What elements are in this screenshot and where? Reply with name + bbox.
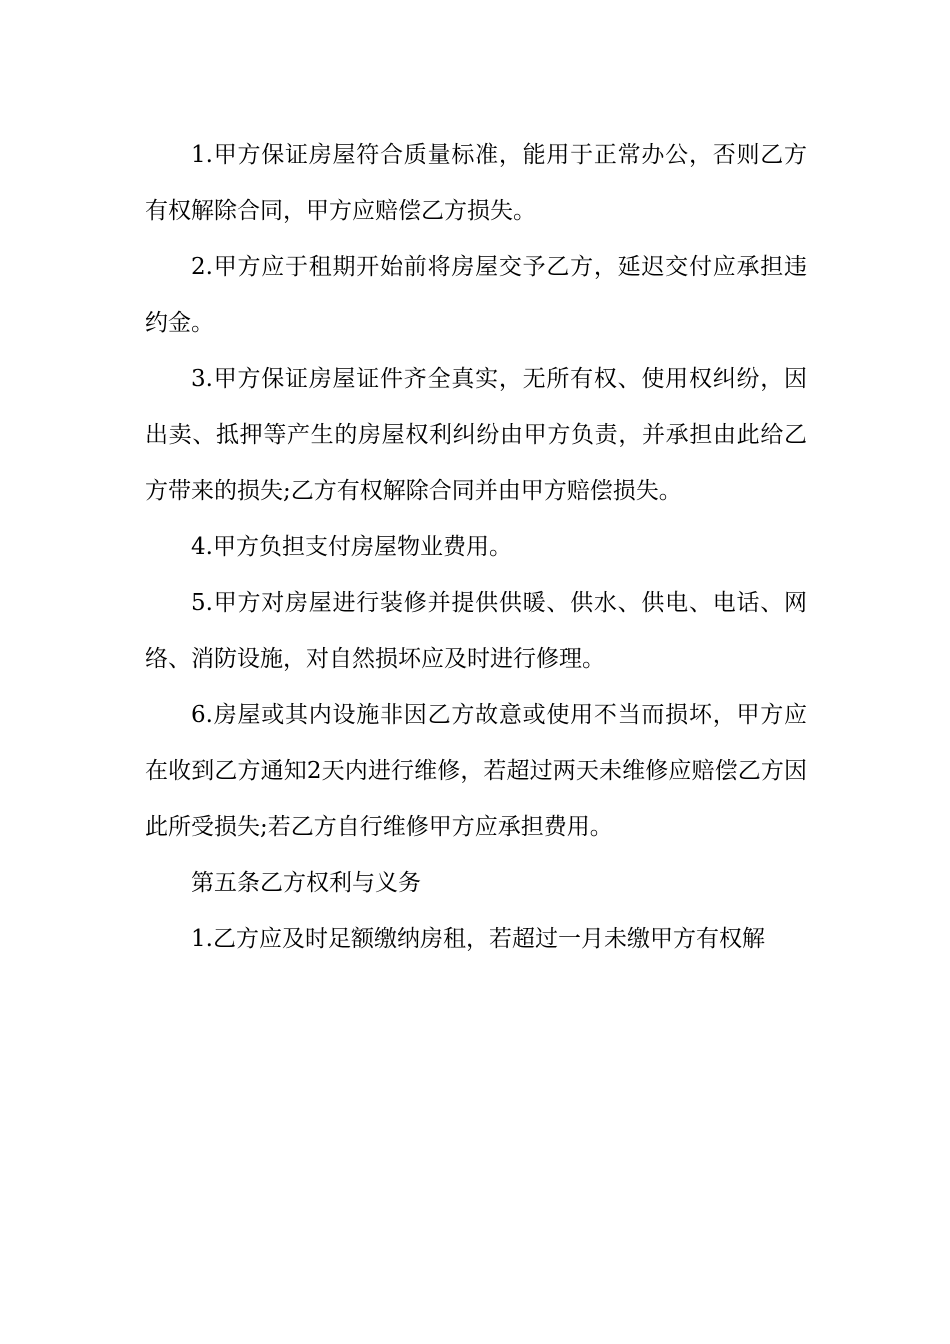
paragraph-landlord-obligation-4: 4.甲方负担支付房屋物业费用。 (191, 534, 512, 560)
paragraph-landlord-obligation-6: 6.房屋或其内设施非因乙方故意或使用不当而损坏，甲方应在收到乙方通知2天内进行维修，若超过两天未维修应赔偿乙方因此所受损失;若乙方自行维修甲方应承担费用。 (145, 702, 807, 840)
document-body (145, 127, 807, 967)
paragraph-landlord-obligation-5: 5.甲方对房屋进行装修并提供供暖、供水、供电、电话、网络、消防设施，对自然损坏应及时进行修理。 (145, 590, 807, 672)
paragraph-landlord-obligation-1: 1.甲方保证房屋符合质量标准，能用于正常办公，否则乙方有权解除合同，甲方应赔偿乙方损失。 (145, 142, 807, 224)
paragraph-landlord-obligation-2: 2.甲方应于租期开始前将房屋交予乙方，延迟交付应承担违约金。 (145, 254, 807, 336)
section-heading-article-5: 第五条乙方权利与义务 (191, 870, 421, 896)
paragraph-landlord-obligation-3: 3.甲方保证房屋证件齐全真实，无所有权、使用权纠纷，因出卖、抵押等产生的房屋权利纠纷由甲方负责，并承担由此给乙方带来的损失;乙方有权解除合同并由甲方赔偿损失。 (145, 366, 807, 504)
paragraph-tenant-obligation-1: 1.乙方应及时足额缴纳房租，若超过一月未缴甲方有权解 (191, 926, 765, 952)
